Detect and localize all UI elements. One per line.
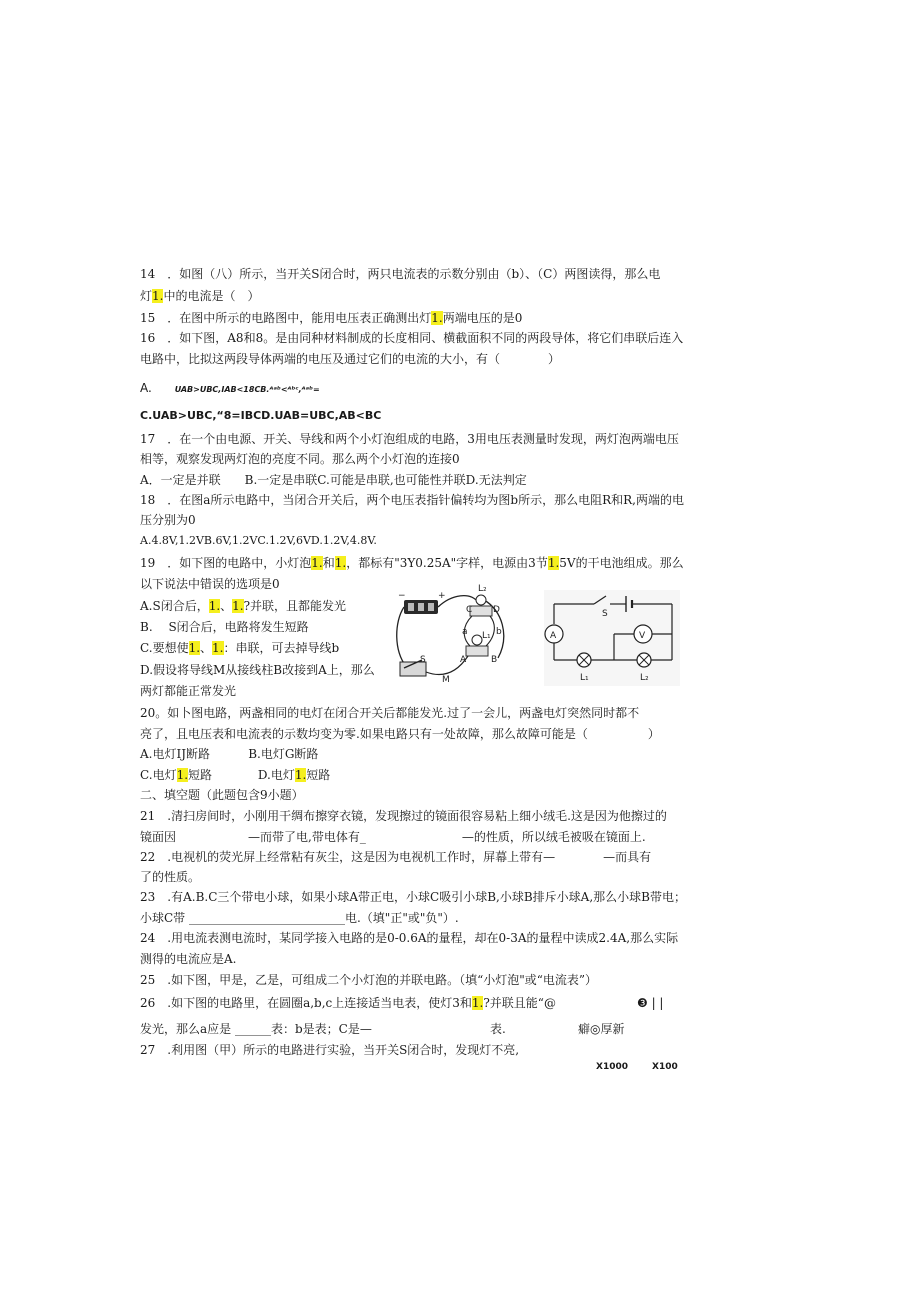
fig-label: L₂ [640, 673, 649, 683]
q17-line1: 17 ．在一个由电源、开关、导线和两个小灯泡组成的电路，3用电压表测量时发现，两灯泡两端电压 [140, 432, 679, 446]
fig-label: L₂ [478, 584, 487, 594]
fig-label: A [550, 631, 557, 641]
q25-line: 25 .如下图，甲是，乙是，可组成二个小灯泡的并联电路。（填“小灯泡"或“电流表”） [140, 973, 598, 987]
q26-line1: 26 .如下图的电路里，在圆圈a,b,c上连接适当电表，使灯3和1.?并联且能“@ [140, 996, 556, 1010]
fig-label: b [496, 627, 502, 637]
q26-line2: 发光，那么a应是 ______表：b是表；C是— [140, 1022, 372, 1036]
section-heading: 二、填空题（此题包含9小题） [140, 788, 304, 802]
highlight: 1. [334, 556, 347, 570]
q20-circuit-schematic [544, 590, 680, 686]
q22-line2: 了的性质。 [140, 870, 201, 884]
highlight: 1. [431, 311, 443, 325]
highlight: 1. [188, 641, 201, 655]
q15-line: 15 ．在图中所示的电路图中，能用电压表正确测出灯1.两端电压的是0 [140, 311, 523, 325]
fig-label: V [639, 631, 646, 641]
q19-option-b: B. S闭合后，电路将发生短路 [140, 620, 309, 634]
q26-line1-marks: ❸ | | [637, 996, 664, 1010]
q20-options-ab: A.电灯IJ断路 B.电灯G断路 [140, 747, 319, 761]
fig-label: D [493, 605, 500, 615]
fig-label: A [460, 655, 467, 665]
footer-mark-b: X100 [652, 1062, 678, 1072]
q18-options: A.4.8V,1.2VB.6V,1.2VC.1.2V,6VD.1.2V,4.8V. [140, 534, 377, 547]
q24-line2: 测得的电流应是A. [140, 952, 237, 966]
highlight: 1. [152, 289, 164, 303]
q16-option-a: A. UAB>UBC,IAB<18CB.ᴬᵃᵇ<ᴬᵇᶜ,ᴬᵃᵇ= [140, 381, 320, 395]
q19-circuit-photo [392, 582, 524, 686]
highlight: 1. [208, 599, 221, 613]
fig-label: L₁ [580, 673, 589, 683]
q17-line2: 相等，观察发现两灯泡的亮度不同。那么两个小灯泡的连接0 [140, 452, 460, 466]
fig-label: L₁ [482, 631, 491, 641]
q22-line1: 22 .电视机的荧光屏上经常粘有灰尘，这是因为电视机工作时，屏幕上带有— —而具有 [140, 850, 652, 864]
svg-text:+: + [438, 591, 446, 601]
fig-label: C [466, 605, 473, 615]
q20-line2: 亮了，且电压表和电流表的示数均变为零.如果电路只有一处故障，那么故障可能是（ ） [140, 727, 660, 741]
q17-options: A．一定是并联 B.一定是串联C.可能是串联,也可能性并联D.无法判定 [140, 473, 527, 487]
q20-line1: 20。如卜图电路，两盏相同的电灯在闭合开关后都能发光.过了一会儿，两盏电灯突然同时都不 [140, 706, 640, 720]
q23-line2: 小球C带 __________________________电.（填"正"或"负"）. [140, 911, 459, 925]
q21-line2: 镜面因 —而带了电,带电体有_ —的性质，所以绒毛被吸在镜面上. [140, 830, 646, 844]
q19-option-d-line1: D.假设将导线M从接线柱B改接到A上，那么 [140, 663, 375, 677]
q18-line2: 压分别为0 [140, 513, 196, 527]
q16-option-c: C.UAB>UBC,“8=IBCD.UAB=UBC,AB<BC [140, 409, 382, 422]
highlight: 1. [471, 996, 484, 1010]
footer-marks [596, 1062, 702, 1072]
q20-options-cd: C.电灯1.短路 D.电灯1.短路 [140, 768, 331, 782]
q16-line1: 16 ．如下图，A8和8。是由同种材料制成的长度相同、横截面积不同的两段导体，将它们串联后连入 [140, 331, 684, 345]
q26-line2-b: 表. [490, 1022, 506, 1036]
q19-option-a: A.S闭合后，1.、1.?并联，且都能发光 [140, 599, 347, 613]
q18-line1: 18 ．在图a所示电路中，当闭合开关后，两个电压表指针偏转均为图b所示，那么电阻R和R,两端的电 [140, 493, 684, 507]
q19-line2: 以下说法中错误的选项是0 [140, 577, 280, 591]
q27-line: 27 .利用图（甲）所示的电路进行实验，当开关S闭合时，发现灯不亮, [140, 1043, 520, 1057]
highlight: 1. [294, 768, 307, 782]
highlight: 1. [212, 641, 224, 655]
q19-line1: 19 ．如下图的电路中，小灯泡1.和1.，都标有"3Y0.25A"字样，电源由3节1.5V的干电池组成。那么 [140, 556, 684, 570]
highlight: 1. [547, 556, 560, 570]
fig-label: a [462, 627, 468, 637]
highlight: 1. [176, 768, 189, 782]
q19-option-d-line2: 两灯都能正常发光 [140, 684, 237, 698]
fig-label: B [491, 655, 498, 665]
q14-line2: 灯1.中的电流是（ ） [140, 289, 260, 303]
fig-label: M [442, 675, 450, 685]
q21-line1: 21 .清扫房间时，小刚用干绸布擦穿衣镜，发现擦过的镜面很容易粘上细小绒毛.这是因为他擦过的 [140, 809, 667, 823]
footer-mark-a: X1000 [596, 1062, 628, 1072]
fig-label: S [420, 655, 426, 665]
q14-line1: 14 ．如图（八）所示，当开关S闭合时，两只电流表的示数分别由（b）、（C）两图读得，那么电 [140, 267, 661, 281]
svg-text:−: − [398, 591, 406, 601]
q26-line2-c: 癖◎厚新 [578, 1022, 625, 1036]
q24-line1: 24 .用电流表测电流时，某同学接入电路的是0-0.6A的量程，却在0-3A的量程中读成2.4A,那么实际 [140, 931, 679, 945]
highlight: 1. [311, 556, 323, 570]
fig-label: S [602, 609, 608, 619]
q19-option-c: C.要想使1.、1.：串联，可去掉导线b [140, 641, 340, 655]
highlight: 1. [232, 599, 244, 613]
q16-line2: 电路中，比拟这两段导体两端的电压及通过它们的电流的大小，有（ ） [140, 352, 561, 366]
q23-line1: 23 .有A.B.C三个带电小球，如果小球A带正电，小球C吸引小球B,小球B排斥小球A,那么小球B带电； [140, 890, 686, 904]
